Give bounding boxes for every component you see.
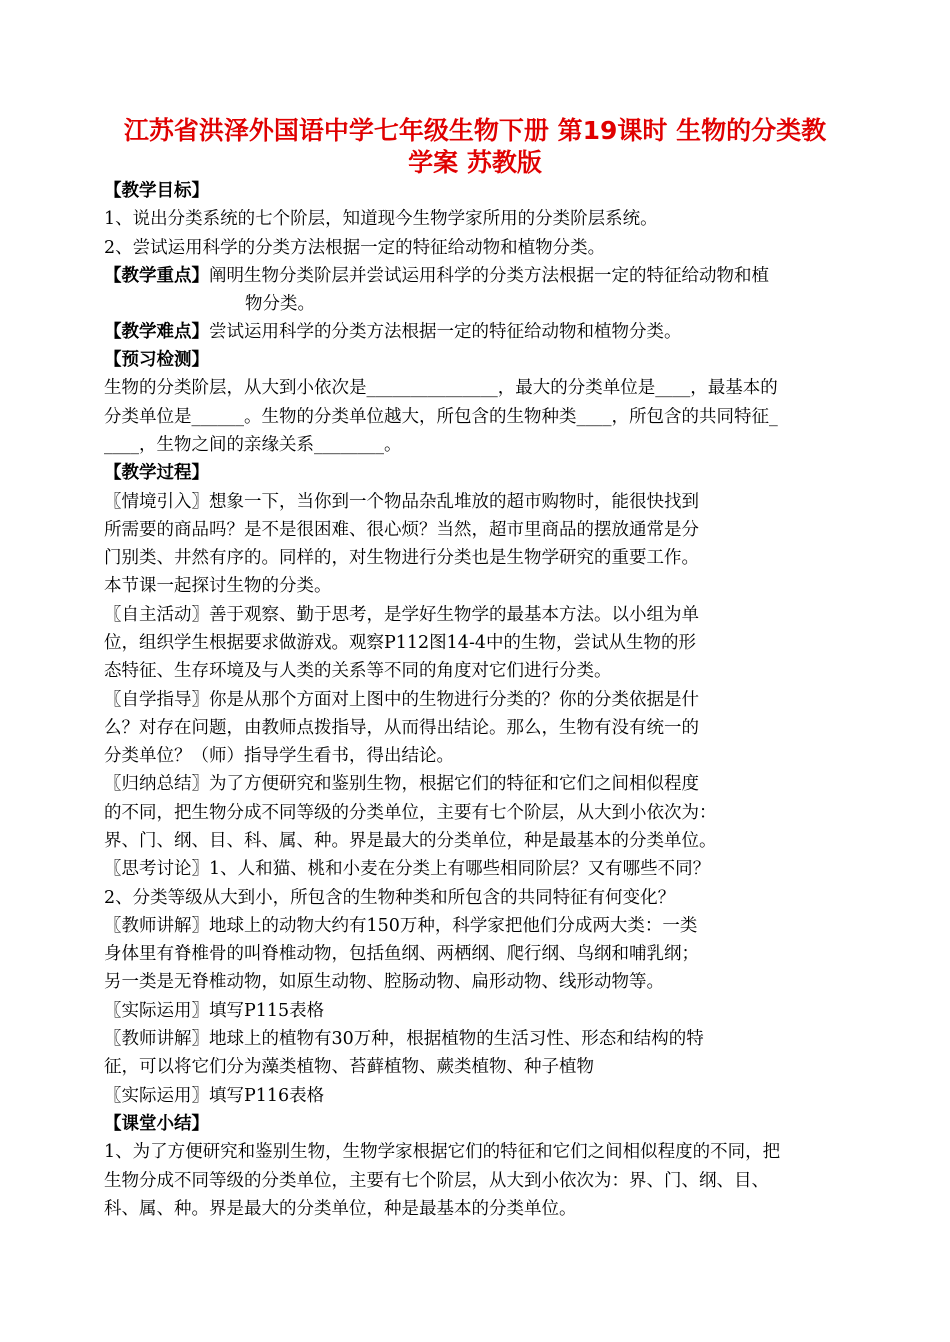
- process-line: 2、分类等级从大到小，所包含的生物种类和所包含的共同特征有何变化？: [104, 888, 676, 908]
- process-line: 态特征、生存环境及与人类的关系等不同的角度对它们进行分类。: [104, 661, 612, 681]
- focus-text-2: 物分类。: [245, 294, 315, 314]
- goals-item-1: 1、说出分类系统的七个阶层，知道现今生物学家所用的分类阶层系统。: [104, 209, 658, 229]
- process-heading: 【教学过程】: [104, 463, 209, 483]
- process-line: 的不同，把生物分成不同等级的分类单位，主要有七个阶层，从大到小依次为：: [104, 803, 717, 823]
- difficulty-text: 尝试运用科学的分类方法根据一定的特征给动物和植物分类。: [209, 322, 682, 342]
- focus-heading: 【教学重点】: [104, 266, 209, 286]
- process-line: 〖情境引入〗想象一下，当你到一个物品杂乱堆放的超市购物时，能很快找到: [104, 492, 699, 512]
- process-line: 〖归纳总结〗为了方便研究和鉴别生物，根据它们的特征和它们之间相似程度: [104, 774, 699, 794]
- process-line: 〖自主活动〗善于观察、勤于思考，是学好生物学的最基本方法。以小组为单: [104, 605, 699, 625]
- preview-line-3: ____，生物之间的亲缘关系________。: [104, 435, 402, 455]
- goals-item-2: 2、尝试运用科学的分类方法根据一定的特征给动物和植物分类。: [104, 238, 606, 258]
- process-line: 分类单位？（师）指导学生看书，得出结论。: [104, 746, 454, 766]
- process-line: 门别类、井然有序的。同样的，对生物进行分类也是生物学研究的重要工作。: [104, 548, 699, 568]
- process-line: 〖教师讲解〗地球上的动物大约有150万种，科学家把他们分成两大类：一类: [104, 916, 698, 936]
- process-line: 所需要的商品吗？是不是很困难、很心烦？当然，超市里商品的摆放通常是分: [104, 520, 699, 540]
- title-line-1: 江苏省洪泽外国语中学七年级生物下册 第19课时 生物的分类教: [123, 116, 827, 145]
- preview-line-1: 生物的分类阶层，从大到小依次是_______________，最大的分类单位是____，最基本的: [104, 378, 778, 398]
- process-line: 另一类是无脊椎动物，如原生动物、腔肠动物、扁形动物、线形动物等。: [104, 972, 664, 992]
- process-line: 〖思考讨论〗1、人和猫、桃和小麦在分类上有哪些相同阶层？又有哪些不同？: [104, 859, 711, 879]
- preview-line-2: 分类单位是______。生物的分类单位越大，所包含的生物种类____，所包含的共同特征_: [104, 407, 778, 427]
- process-line: 〖教师讲解〗地球上的植物有30万种，根据植物的生活习性、形态和结构的特: [104, 1029, 704, 1049]
- document-title: [95, 115, 855, 179]
- process-line: 么？对存在问题，由教师点拨指导，从而得出结论。那么，生物有没有统一的: [104, 718, 699, 738]
- process-line: 〖自学指导〗你是从那个方面对上图中的生物进行分类的？你的分类依据是什: [104, 690, 699, 710]
- goals-heading: 【教学目标】: [104, 181, 209, 201]
- focus-text-1: 阐明生物分类阶层并尝试运用科学的分类方法根据一定的特征给动物和植: [209, 266, 769, 286]
- title-line-2: 学案 苏教版: [408, 148, 542, 177]
- process-line: 〖实际运用〗填写P115表格: [104, 1001, 325, 1021]
- summary-line: 科、属、种。界是最大的分类单位，种是最基本的分类单位。: [104, 1199, 577, 1219]
- summary-heading: 【课堂小结】: [104, 1114, 209, 1134]
- process-line: 〖实际运用〗填写P116表格: [104, 1086, 325, 1106]
- preview-heading: 【预习检测】: [104, 350, 209, 370]
- focus-row: [104, 264, 769, 288]
- process-line: 本节课一起探讨生物的分类。: [104, 576, 332, 596]
- summary-line: 1、为了方便研究和鉴别生物，生物学家根据它们的特征和它们之间相似程度的不同，把: [104, 1142, 781, 1162]
- difficulty-row: [104, 320, 682, 344]
- process-line: 界、门、纲、目、科、属、种。界是最大的分类单位，种是最基本的分类单位。: [104, 831, 717, 851]
- difficulty-heading: 【教学难点】: [104, 322, 209, 342]
- process-line: 征，可以将它们分为藻类植物、苔藓植物、蕨类植物、种子植物: [104, 1057, 594, 1077]
- summary-line: 生物分成不同等级的分类单位，主要有七个阶层，从大到小依次为：界、门、纲、目、: [104, 1171, 769, 1191]
- process-line: 身体里有脊椎骨的叫脊椎动物，包括鱼纲、两栖纲、爬行纲、鸟纲和哺乳纲；: [104, 944, 699, 964]
- process-line: 位，组织学生根据要求做游戏。观察P112图14-4中的生物，尝试从生物的形: [104, 633, 696, 653]
